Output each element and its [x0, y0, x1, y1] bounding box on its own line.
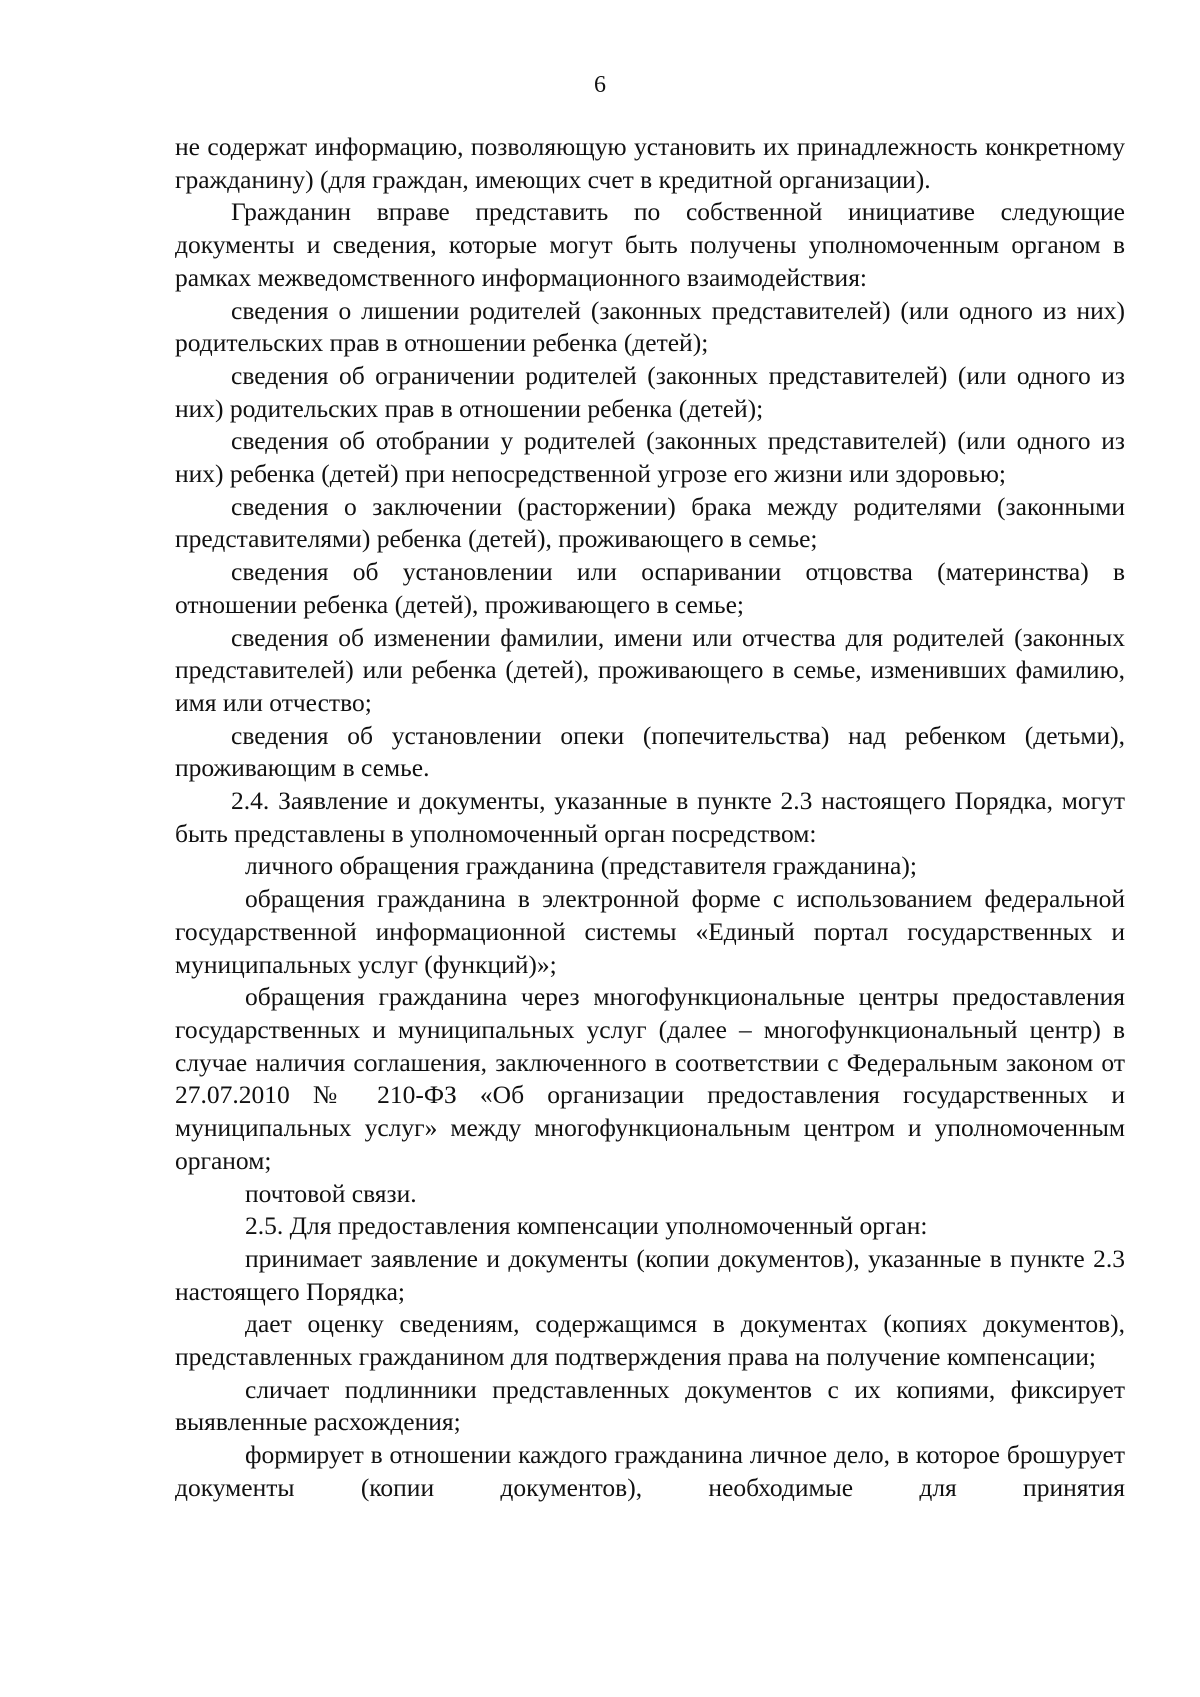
list-item-compares: сличает подлинники представленных документов с их копиями, фиксирует выявленные расхождения;: [175, 1374, 1125, 1437]
list-item-mfc: обращения гражданина через многофункциональные центры предоставления государственных и муниципальных услуг (далее – многофункциональный центр) в случае наличия соглашения, заключенного в соответствии с Федеральным законом от 27.07.2010 № 210-ФЗ «Об организации предоставления государственных и муниципальных услуг» между многофункциональным центром и уполномоченным органом;: [175, 982, 1125, 1175]
list-item-deprivation: сведения о лишении родителей (законных представителей) (или одного из них) родительских прав в отношении ребенка (детей);: [175, 295, 1125, 358]
list-item-marriage: сведения о заключении (расторжении) брака между родителями (законными представителями) ребенка (детей), проживающего в семье;: [175, 491, 1125, 554]
list-item-evaluates: дает оценку сведениям, содержащимся в документах (копиях документов), представленных гражданином для подтверждения права на получение компенсации;: [175, 1309, 1125, 1372]
list-item-electronic: обращения гражданина в электронной форме с использованием федеральной государственной информационной системы «Единый портал государственных и муниципальных услуг (функций)»;: [175, 884, 1125, 979]
clause-2-5: 2.5. Для предоставления компенсации уполномоченный орган:: [245, 1211, 928, 1241]
list-item-guardianship: сведения об установлении опеки (попечительства) над ребенком (детьми), проживающим в семье.: [175, 720, 1125, 783]
paragraph-citizen-right: Гражданин вправе представить по собственной инициативе следующие документы и сведения, которые могут быть получены уполномоченным органом в рамках межведомственного информационного взаимодействия:: [175, 197, 1125, 292]
document-body: [175, 131, 1125, 1505]
list-item-removal: сведения об отобрании у родителей (законных представителей) (или одного из них) ребенка (детей) при непосредственной угрозе его жизни или здоровью;: [175, 426, 1125, 489]
list-item-paternity: сведения об установлении или оспаривании отцовства (материнства) в отношении ребенка (детей), проживающего в семье;: [175, 557, 1125, 619]
list-item-personal-visit: личного обращения гражданина (представителя гражданина);: [245, 851, 917, 881]
paragraph-continuation: не содержат информацию, позволяющую установить их принадлежность конкретному гражданину) (для граждан, имеющих счет в кредитной организации).: [175, 132, 1125, 194]
page-number: 6: [594, 72, 606, 98]
list-item-forms-file: формирует в отношении каждого гражданина личное дело, в которое брошурует документы (копии документов), необходимые для принятия: [175, 1440, 1125, 1502]
list-item-name-change: сведения об изменении фамилии, имени или отчества для родителей (законных представителей) или ребенка (детей), проживающего в семье, изменивших фамилию, имя или отчество;: [175, 622, 1125, 717]
list-item-restriction: сведения об ограничении родителей (законных представителей) (или одного из них) родительских прав в отношении ребенка (детей);: [175, 360, 1125, 423]
list-item-accepts: принимает заявление и документы (копии документов), указанные в пункте 2.3 настоящего Порядка;: [175, 1243, 1125, 1306]
clause-2-4: 2.4. Заявление и документы, указанные в пункте 2.3 настоящего Порядка, могут быть представлены в уполномоченный орган посредством:: [175, 786, 1125, 848]
list-item-postal: почтовой связи.: [245, 1178, 417, 1208]
